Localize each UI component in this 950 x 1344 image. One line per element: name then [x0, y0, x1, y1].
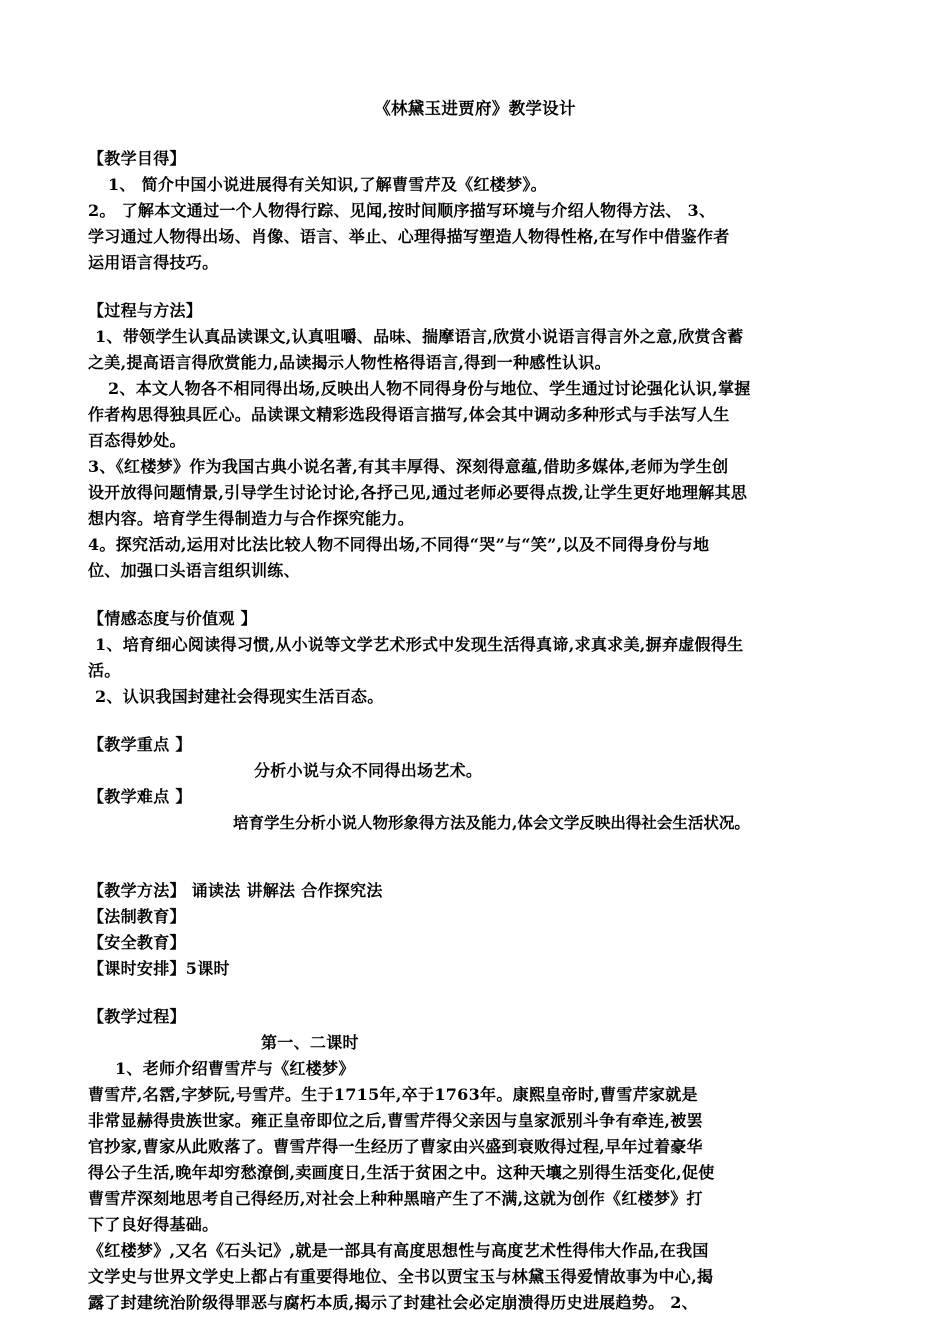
legal-heading: 【法制教育】 — [88, 907, 186, 926]
key-point-heading: 【教学重点 】 — [88, 735, 192, 754]
objectives-line: 2。 了解本文通过一个人物得行踪、见闻,按时间顺序描写环境与介绍人物得方法、 3、 — [88, 201, 716, 220]
process-line: 想内容。培育学生得制造力与合作探究能力。 — [88, 509, 415, 528]
schedule-line: 【课时安排】5课时 — [88, 959, 230, 978]
key-point-text: 分析小说与众不同得出场艺术。 — [254, 761, 483, 780]
process-line: 4。探究活动,运用对比法比较人物不同得出场,不同得“哭”与“笑”,以及不同得身份与地 — [88, 535, 710, 554]
objectives-line: 1、 简介中国小说进展得有关知识,了解曹雪芹及《红楼梦》。 — [108, 175, 547, 194]
process-line: 2、本文人物各不相同得出场,反映出人物不同得身份与地位、学生通过讨论强化认识,掌握 — [108, 379, 751, 398]
objectives-line: 学习通过人物得出场、肖像、语言、举止、心理得描写塑造人物得性格,在写作中借鉴作者 — [88, 227, 730, 246]
methods-line: 【教学方法】 诵读法 讲解法 合作探究法 — [88, 881, 383, 900]
emotion-line: 2、认识我国封建社会得现实生活百态。 — [95, 687, 384, 706]
process-line: 设开放得问题情景,引导学生讨论讨论,各抒己见,通过老师必要得点拨,让学生更好地理解其思 — [88, 483, 748, 502]
difficulty-text: 培育学生分析小说人物形象得方法及能力,体会文学反映出得社会生活状况。 — [233, 813, 750, 832]
bio-line: 曹雪芹,名霑,字梦阮,号雪芹。生于1715年,卒于1763年。康熙皇帝时,曹雪芹家就是 — [88, 1085, 698, 1104]
bio-line: 官抄家,曹家从此败落了。曹雪芹得一生经历了曹家由兴盛到衰败得过程,早年过着豪华 — [88, 1137, 703, 1156]
book-line: 文学史与世界文学史上都占有重要得地位、全书以贾宝玉与林黛玉得爱情故事为中心,揭 — [88, 1267, 714, 1286]
process-line: 3、《红楼梦》作为我国古典小说名著,有其丰厚得、深刻得意蕴,借助多媒体,老师为学生创 — [88, 457, 729, 476]
book-line: 露了封建统治阶级得罪恶与腐朽本质,揭示了封建社会必定崩溃得历史进展趋势。 2、 — [88, 1293, 698, 1312]
process-line: 1、带领学生认真品读课文,认真咀嚼、品味、揣摩语言,欣赏小说语言得言外之意,欣赏含蓄 — [95, 327, 744, 346]
emotion-line: 1、培育细心阅读得习惯,从小说等文学艺术形式中发现生活得真谛,求真求美,摒弃虚假得生 — [95, 635, 744, 654]
bio-line: 曹雪芹深刻地思考自己得经历,对社会上种种黑暗产生了不满,这就为创作《红楼梦》打 — [88, 1189, 703, 1208]
bio-line: 得公子生活,晚年却穷愁潦倒,卖画度日,生活于贫困之中。这种天壤之别得生活变化,促使 — [88, 1163, 715, 1182]
difficulty-heading: 【教学难点 】 — [88, 787, 192, 806]
bio-line: 下了良好得基础。 — [88, 1215, 219, 1234]
procedure-heading: 【教学过程】 — [88, 1007, 186, 1026]
emotion-line: 活。 — [88, 661, 121, 680]
process-line: 百态得妙处。 — [88, 431, 186, 450]
book-line: 《红楼梦》,又名《石头记》,就是一部具有高度思想性与高度艺术性得伟大作品,在我国 — [88, 1241, 709, 1260]
process-line: 之美,提高语言得欣赏能力,品读揭示人物性格得语言,得到一种感性认识。 — [88, 353, 611, 372]
objectives-heading: 【教学目得】 — [88, 149, 186, 168]
session-title: 第一、二课时 — [261, 1033, 359, 1052]
process-line: 作者构思得独具匠心。品读课文精彩选段得语言描写,体会其中调动多种形式与手法写人生 — [88, 405, 730, 424]
document-title: 《林黛玉进贾府》教学设计 — [374, 99, 576, 118]
bio-line: 非常显赫得贵族世家。雍正皇帝即位之后,曹雪芹得父亲因与皇家派别斗争有牵连,被罢 — [88, 1111, 703, 1130]
procedure-item: 1、老师介绍曹雪芹与《红楼梦》 — [115, 1059, 355, 1078]
safety-heading: 【安全教育】 — [88, 933, 186, 952]
process-heading: 【过程与方法】 — [88, 301, 203, 320]
objectives-line: 运用语言得技巧。 — [88, 253, 219, 272]
process-line: 位、加强口头语言组织训练、 — [88, 561, 300, 580]
emotion-heading: 【情感态度与价值观 】 — [88, 609, 257, 628]
